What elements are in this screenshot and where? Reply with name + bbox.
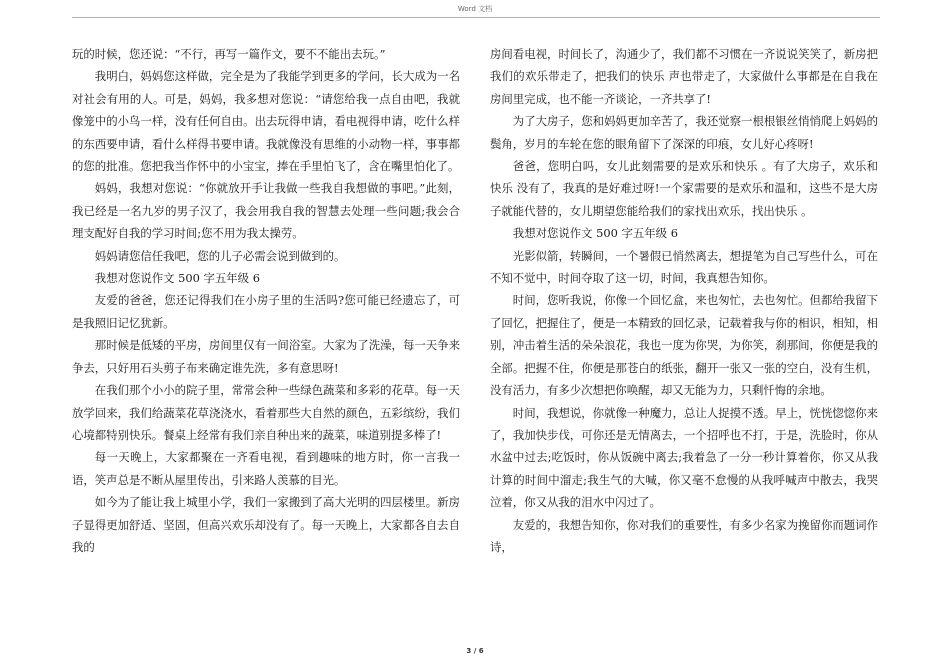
left-text-column xyxy=(72,43,460,558)
paragraph: 时间，我想说，你就像一种魔力，总让人捉摸不透。早上，恍恍惚惚你来了，我加快步伐，可你还是无情离去，一个招呼也不打，于是，洗脸时，你从水盆中过去;吃饭时，你从饭碗中离去;我着急了一分一秒计算着你，你又从我计算的时间中溜走;我生气的大喊，你又毫不怠慢的从我呼喊声中散去，我哭泣着，你又从我的泪水中闪过了。 xyxy=(490,405,878,510)
paragraph: 友爱的，我想告知你，你对我们的重要性，有多少名家为挽留你而题词作诗， xyxy=(490,517,878,554)
paragraph: 我明白，妈妈您这样做，完全是为了我能学到更多的学问，长大成为一名对社会有用的人。可是，妈妈，我多想对您说：“请您给我一点自由吧，我就像笼中的小鸟一样，没有任何自由。出去玩得申请，看电视得申请，吃什么样的东西要申请，看什么样得书要申请。我就像没有思维的小动物一样，事事都的您的批准。您把我当作怀中的小宝宝，捧在手里怕飞了，含在嘴里怕化了。 xyxy=(72,69,460,174)
paragraph: 光影似箭，转瞬间，一个暑假已悄然离去，想提笔为自己写些什么，可在不知不觉中，时间夺取了这一切，时间，我真想告知你。 xyxy=(490,248,878,286)
paragraph: 为了大房子，您和妈妈更加辛苦了，我还觉察一根根银丝悄悄爬上妈妈的鬓角，岁月的车轮在您的眼角留下了深深的印痕，女儿好心疼呀! xyxy=(490,114,878,151)
paragraph: 在我们那个小小的院子里，常常会种一些绿色蔬菜和多彩的花草。每一天放学回来，我们给蔬菜花草浇浇水，看着那些大自然的颜色，五彩缤纷，我们心境都特别快乐。餐桌上经常有我们亲自种出来的蔬菜，味道别提多棒了! xyxy=(72,383,460,442)
paragraph: 妈妈请您信任我吧，您的儿子必需会说到做到的。 xyxy=(94,248,346,263)
page-number: 3 / 6 xyxy=(466,647,484,655)
paragraph: 友爱的爸爸，您还记得我们在小房子里的生活吗?您可能已经遗忘了，可是我照旧记忆犹新。 xyxy=(72,293,460,330)
paragraph: 玩的时候，您还说：“不行，再写一篇作文，要不不能出去玩。” xyxy=(72,47,386,61)
paragraph: 时间，您听我说，你像一个回忆盒，来也匆忙，去也匆忙。但都给我留下了回忆，把握住了，便是一本精致的回忆录，记载着我与你的相识，相知，相别，冲击着生活的朵朵浪花，我也一度为你哭，为你笑，刹那间，你便是我的全部。把握不住，你便是那苍白的纸张，翻开一张又一张的空白，没有生机，没有活力，有多少次想把你唤醒，却又无能为力，只剩忏悔的余地。 xyxy=(490,293,878,398)
paragraph: 妈妈，我想对您说：“你就放开手让我做一些我自我想做的事吧。”此刻，我已经是一名九岁的男子汉了，我会用我自我的智慧去处理一些问题;我会合理支配好自我的学习时间;您不用为我太操劳。 xyxy=(72,181,460,241)
right-text-column xyxy=(490,43,878,558)
paragraph: 如今为了能让我上城里小学，我们一家搬到了高大光明的四层楼里。新房子显得更加舒适、坚固，但高兴欢乐却没有了。每一天晚上，大家都各自去自我的 xyxy=(72,495,460,554)
section-heading: 我想对您说作文 500 字五年级 6 xyxy=(512,226,678,241)
paragraph: 每一天晚上，大家都聚在一齐看电视，看到趣味的地方时，你一言我一语，笑声总是不断从屋里传出，引来路人羡慕的目光。 xyxy=(72,450,460,487)
document-header-label: Word 文档 xyxy=(457,5,493,13)
header-divider xyxy=(72,17,880,18)
paragraph: 那时候是低矮的平房，房间里仅有一间浴室。大家为了洗澡，每一天争来争去，只好用石头剪子布来确定谁先洗，多有意思呀! xyxy=(72,338,460,375)
paragraph: 爸爸，您明白吗，女儿此刻需要的是欢乐和快乐 。有了大房子，欢乐和快乐 没有了，我真的是好难过呀!一个家需要的是欢乐和温和，这些不是大房子就能代替的，女儿期望您能给我们的家找出欢乐，找出快乐 。 xyxy=(490,159,878,218)
section-heading: 我想对您说作文 500 字五年级 6 xyxy=(94,271,260,286)
paragraph: 房间看电视，时间长了，沟通少了，我们都不习惯在一齐说说笑笑了，新房把我们的欢乐带走了，把我们的快乐 声也带走了，大家做什么事都是在自我在房间里完成，也不能一齐谈论，一齐共享了! xyxy=(490,47,878,106)
